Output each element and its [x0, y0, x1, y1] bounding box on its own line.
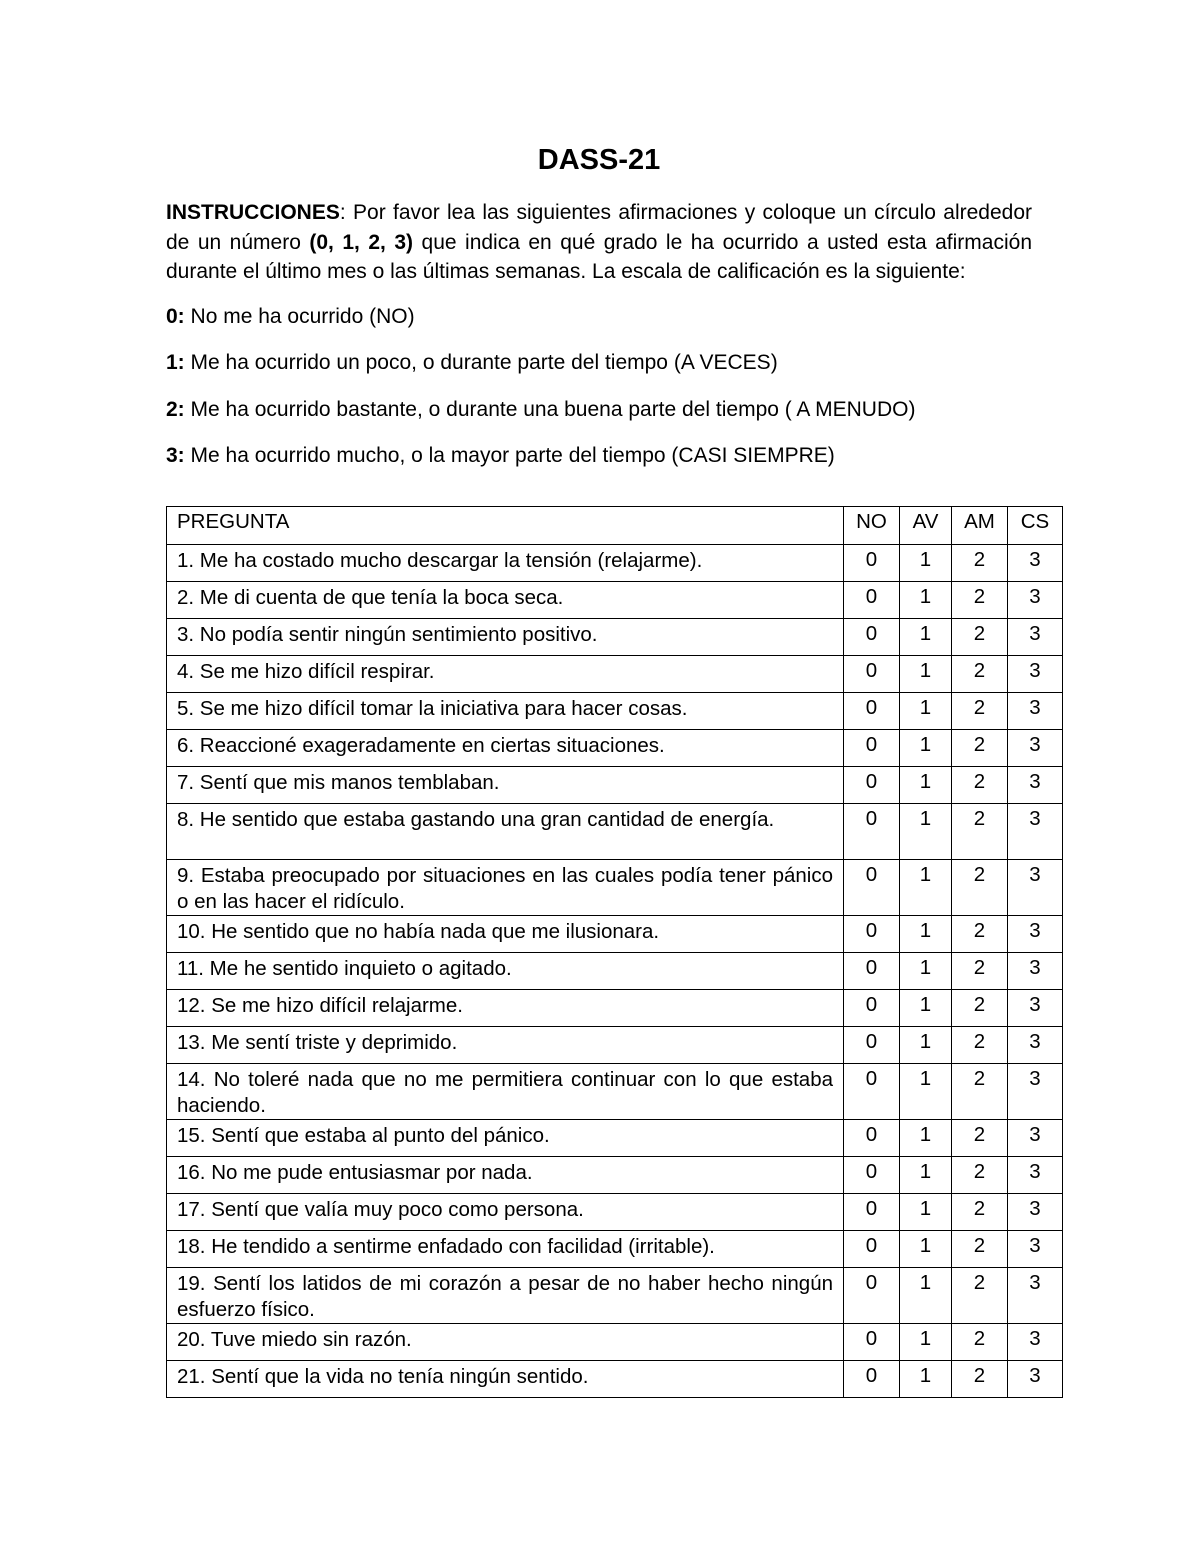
question-text: 9. Estaba preocupado por situaciones en las cuales podía tener pánico o en las hacer el ridículo. [167, 860, 844, 916]
answer-option-2[interactable]: 2 [952, 619, 1008, 656]
table-row [167, 693, 1063, 730]
table-row [167, 1027, 1063, 1064]
answer-option-0[interactable]: 0 [844, 1194, 900, 1231]
header-no: NO [844, 507, 900, 545]
answer-option-2[interactable]: 2 [952, 1324, 1008, 1361]
answer-option-3[interactable]: 3 [1008, 1064, 1063, 1120]
question-text: 16. No me pude entusiasmar por nada. [167, 1157, 844, 1194]
answer-option-1[interactable]: 1 [900, 656, 952, 693]
answer-option-0[interactable]: 0 [844, 545, 900, 582]
scale-description: No me ha ocurrido (NO) [184, 304, 415, 328]
answer-option-1[interactable]: 1 [900, 1361, 952, 1398]
answer-option-2[interactable]: 2 [952, 1120, 1008, 1157]
scale-item-3 [166, 441, 1032, 471]
answer-option-0[interactable]: 0 [844, 767, 900, 804]
answer-option-1[interactable]: 1 [900, 619, 952, 656]
question-text: 17. Sentí que valía muy poco como persona. [167, 1194, 844, 1231]
table-row [167, 953, 1063, 990]
question-text: 2. Me di cuenta de que tenía la boca seca. [167, 582, 844, 619]
table-row [167, 619, 1063, 656]
answer-option-1[interactable]: 1 [900, 1194, 952, 1231]
question-text: 5. Se me hizo difícil tomar la iniciativa para hacer cosas. [167, 693, 844, 730]
table-row [167, 916, 1063, 953]
table-row [167, 730, 1063, 767]
answer-option-0[interactable]: 0 [844, 953, 900, 990]
answer-option-2[interactable]: 2 [952, 582, 1008, 619]
answer-option-0[interactable]: 0 [844, 916, 900, 953]
question-text: 14. No toleré nada que no me permitiera continuar con lo que estaba haciendo. [167, 1064, 844, 1120]
answer-option-1[interactable]: 1 [900, 767, 952, 804]
answer-option-1[interactable]: 1 [900, 953, 952, 990]
answer-option-2[interactable]: 2 [952, 804, 1008, 860]
question-text: 21. Sentí que la vida no tenía ningún sentido. [167, 1361, 844, 1398]
answer-option-0[interactable]: 0 [844, 990, 900, 1027]
answer-option-1[interactable]: 1 [900, 693, 952, 730]
answer-option-3[interactable]: 3 [1008, 953, 1063, 990]
table-row [167, 767, 1063, 804]
instructions-numbers: (0, 1, 2, 3) [309, 230, 414, 254]
answer-option-1[interactable]: 1 [900, 916, 952, 953]
question-text: 7. Sentí que mis manos temblaban. [167, 767, 844, 804]
answer-option-0[interactable]: 0 [844, 1027, 900, 1064]
instructions-paragraph [166, 198, 1032, 287]
table-row [167, 990, 1063, 1027]
answer-option-1[interactable]: 1 [900, 990, 952, 1027]
answer-option-0[interactable]: 0 [844, 1064, 900, 1120]
answer-option-3[interactable]: 3 [1008, 804, 1063, 860]
answer-option-2[interactable]: 2 [952, 693, 1008, 730]
answer-option-3[interactable]: 3 [1008, 1120, 1063, 1157]
answer-option-1[interactable]: 1 [900, 1268, 952, 1324]
answer-option-3[interactable]: 3 [1008, 656, 1063, 693]
table-row [167, 545, 1063, 582]
answer-option-2[interactable]: 2 [952, 1194, 1008, 1231]
answer-option-1[interactable]: 1 [900, 1231, 952, 1268]
answer-option-3[interactable]: 3 [1008, 1157, 1063, 1194]
answer-option-2[interactable]: 2 [952, 1064, 1008, 1120]
header-cs: CS [1008, 507, 1063, 545]
scale-number: 0: [166, 304, 185, 328]
answer-option-1[interactable]: 1 [900, 730, 952, 767]
answer-option-0[interactable]: 0 [844, 1361, 900, 1398]
answer-option-0[interactable]: 0 [844, 804, 900, 860]
question-text: 1. Me ha costado mucho descargar la tensión (relajarme). [167, 545, 844, 582]
scale-description: Me ha ocurrido mucho, o la mayor parte del tiempo (CASI SIEMPRE) [184, 444, 835, 467]
answer-option-1[interactable]: 1 [900, 1120, 952, 1157]
answer-option-0[interactable]: 0 [844, 656, 900, 693]
table-row [167, 804, 1063, 860]
header-question: PREGUNTA [167, 507, 844, 545]
questionnaire-table [166, 506, 1063, 1398]
answer-option-3[interactable]: 3 [1008, 730, 1063, 767]
question-text: 19. Sentí los latidos de mi corazón a pesar de no haber hecho ningún esfuerzo físico. [167, 1268, 844, 1324]
answer-option-0[interactable]: 0 [844, 730, 900, 767]
answer-option-3[interactable]: 3 [1008, 1231, 1063, 1268]
answer-option-1[interactable]: 1 [900, 804, 952, 860]
scale-number: 2: [166, 397, 185, 421]
answer-option-0[interactable]: 0 [844, 582, 900, 619]
table-row [167, 1231, 1063, 1268]
answer-option-0[interactable]: 0 [844, 1268, 900, 1324]
scale-description: Me ha ocurrido bastante, o durante una buena parte del tiempo ( A MENUDO) [184, 397, 916, 421]
answer-option-2[interactable]: 2 [952, 1027, 1008, 1064]
answer-option-3[interactable]: 3 [1008, 990, 1063, 1027]
question-text: 18. He tendido a sentirme enfadado con facilidad (irritable). [167, 1231, 844, 1268]
answer-option-0[interactable]: 0 [844, 1157, 900, 1194]
table-row [167, 1064, 1063, 1120]
answer-option-3[interactable]: 3 [1008, 767, 1063, 804]
answer-option-3[interactable]: 3 [1008, 1194, 1063, 1231]
question-text: 15. Sentí que estaba al punto del pánico. [167, 1120, 844, 1157]
header-av: AV [900, 507, 952, 545]
question-text: 6. Reaccioné exageradamente en ciertas situaciones. [167, 730, 844, 767]
table-row [167, 860, 1063, 916]
answer-option-3[interactable]: 3 [1008, 1268, 1063, 1324]
answer-option-3[interactable]: 3 [1008, 582, 1063, 619]
scale-item-1 [166, 348, 1032, 378]
document-page [166, 130, 1032, 488]
question-rows [167, 545, 1063, 1398]
scale-number: 3: [166, 444, 185, 467]
answer-option-0[interactable]: 0 [844, 1120, 900, 1157]
scale-item-2 [166, 395, 1032, 425]
answer-option-2[interactable]: 2 [952, 545, 1008, 582]
answer-option-1[interactable]: 1 [900, 1324, 952, 1361]
scale-number: 1: [166, 351, 185, 374]
answer-option-3[interactable]: 3 [1008, 1361, 1063, 1398]
table-row [167, 1324, 1063, 1361]
table-row [167, 1157, 1063, 1194]
answer-option-2[interactable]: 2 [952, 767, 1008, 804]
table-row [167, 1120, 1063, 1157]
answer-option-3[interactable]: 3 [1008, 619, 1063, 656]
answer-option-1[interactable]: 1 [900, 1157, 952, 1194]
scale-item-0 [166, 302, 1032, 332]
question-text: 12. Se me hizo difícil relajarme. [167, 990, 844, 1027]
table-row [167, 1194, 1063, 1231]
question-text: 10. He sentido que no había nada que me ilusionara. [167, 916, 844, 953]
answer-option-3[interactable]: 3 [1008, 693, 1063, 730]
table-row [167, 656, 1063, 693]
answer-option-1[interactable]: 1 [900, 860, 952, 916]
answer-option-3[interactable]: 3 [1008, 545, 1063, 582]
instructions-text-1: : Por favor lea las siguientes afirmaciones y coloque un círculo alrededor de un número [166, 201, 1032, 254]
answer-option-2[interactable]: 2 [952, 860, 1008, 916]
answer-option-0[interactable]: 0 [844, 693, 900, 730]
answer-option-2[interactable]: 2 [952, 916, 1008, 953]
scale-description: Me ha ocurrido un poco, o durante parte del tiempo (A VECES) [184, 351, 778, 374]
question-text: 8. He sentido que estaba gastando una gran cantidad de energía. [167, 804, 844, 860]
table-row [167, 582, 1063, 619]
answer-option-3[interactable]: 3 [1008, 1324, 1063, 1361]
answer-option-2[interactable]: 2 [952, 953, 1008, 990]
answer-option-3[interactable]: 3 [1008, 860, 1063, 916]
answer-option-1[interactable]: 1 [900, 545, 952, 582]
question-text: 3. No podía sentir ningún sentimiento positivo. [167, 619, 844, 656]
answer-option-2[interactable]: 2 [952, 1361, 1008, 1398]
question-text: 20. Tuve miedo sin razón. [167, 1324, 844, 1361]
question-text: 13. Me sentí triste y deprimido. [167, 1027, 844, 1064]
answer-option-0[interactable]: 0 [844, 619, 900, 656]
answer-option-2[interactable]: 2 [952, 656, 1008, 693]
table-row [167, 1361, 1063, 1398]
answer-option-1[interactable]: 1 [900, 1027, 952, 1064]
instructions-label: INSTRUCCIONES [166, 201, 340, 224]
answer-option-2[interactable]: 2 [952, 1231, 1008, 1268]
table-row [167, 1268, 1063, 1324]
answer-option-2[interactable]: 2 [952, 990, 1008, 1027]
answer-option-2[interactable]: 2 [952, 730, 1008, 767]
answer-option-3[interactable]: 3 [1008, 1027, 1063, 1064]
answer-option-1[interactable]: 1 [900, 1064, 952, 1120]
answer-option-0[interactable]: 0 [844, 1324, 900, 1361]
answer-option-0[interactable]: 0 [844, 1231, 900, 1268]
answer-option-2[interactable]: 2 [952, 1268, 1008, 1324]
answer-option-1[interactable]: 1 [900, 582, 952, 619]
answer-option-0[interactable]: 0 [844, 860, 900, 916]
question-text: 11. Me he sentido inquieto o agitado. [167, 953, 844, 990]
answer-option-3[interactable]: 3 [1008, 916, 1063, 953]
answer-option-2[interactable]: 2 [952, 1157, 1008, 1194]
instructions-text-2: que indica en qué grado le ha ocurrido a usted esta afirmación durante el último mes o las últimas semanas. La escala de calificación es la siguiente: [166, 230, 1032, 283]
header-am: AM [952, 507, 1008, 545]
document-title: DASS-21 [537, 144, 661, 176]
question-text: 4. Se me hizo difícil respirar. [167, 656, 844, 693]
table-header-row [167, 507, 1063, 545]
